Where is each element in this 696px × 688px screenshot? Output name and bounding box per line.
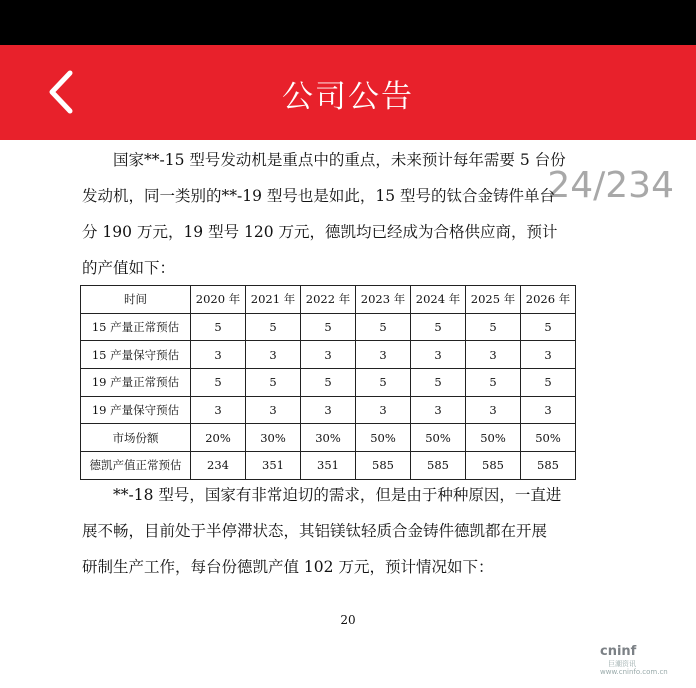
table-cell: 5 <box>301 313 356 341</box>
forecast-table <box>80 285 576 480</box>
text-line: 的产值如下： <box>82 259 176 277</box>
table-row <box>81 313 576 341</box>
row-label: 19 产量正常预估 <box>81 369 191 397</box>
table-cell: 3 <box>191 341 246 369</box>
table-cell: 5 <box>191 313 246 341</box>
column-header: 2026 年 <box>521 286 576 314</box>
table-cell: 3 <box>521 341 576 369</box>
table-cell: 3 <box>521 396 576 424</box>
table-cell: 20% <box>191 424 246 452</box>
table-cell: 585 <box>521 452 576 480</box>
text-line: 国家**-15 型号发动机是重点中的重点，未来预计每年需要 5 台份 <box>113 151 566 169</box>
text-line: 展不畅，目前处于半停滞状态，其铝镁钛轻质合金铸件德凯都在开展 <box>82 522 548 540</box>
table-cell: 585 <box>411 452 466 480</box>
table-cell: 5 <box>301 369 356 397</box>
table-cell: 5 <box>411 369 466 397</box>
table-cell: 3 <box>246 341 301 369</box>
row-label: 市场份额 <box>81 424 191 452</box>
text-line: 发动机，同一类别的**-19 型号也是如此，15 型号的钛合金铸件单台 <box>82 187 556 205</box>
paragraph-1 <box>82 142 622 286</box>
table-cell: 5 <box>411 313 466 341</box>
column-header: 2025 年 <box>466 286 521 314</box>
column-header: 2021 年 <box>246 286 301 314</box>
page-indicator: 24/234 <box>547 165 674 206</box>
table-cell: 3 <box>301 396 356 424</box>
table-cell: 3 <box>356 341 411 369</box>
row-label: 19 产量保守预估 <box>81 396 191 424</box>
text-line: 研制生产工作，每台份德凯产值 102 万元，预计情况如下： <box>82 558 494 576</box>
table-cell: 30% <box>246 424 301 452</box>
table-cell: 50% <box>521 424 576 452</box>
column-header: 时间 <box>81 286 191 314</box>
table-cell: 5 <box>356 313 411 341</box>
table-cell: 5 <box>246 369 301 397</box>
column-header: 2020 年 <box>191 286 246 314</box>
table-cell: 3 <box>411 341 466 369</box>
page-number: 20 <box>340 613 356 627</box>
table-cell: 30% <box>301 424 356 452</box>
table-cell: 234 <box>191 452 246 480</box>
app-header <box>0 45 696 140</box>
table-cell: 351 <box>246 452 301 480</box>
logo-cn: 巨潮资讯 <box>608 660 636 668</box>
paragraph-2 <box>82 477 622 585</box>
table-row <box>81 396 576 424</box>
table-cell: 585 <box>356 452 411 480</box>
table-cell: 50% <box>356 424 411 452</box>
text-line: 分 190 万元，19 型号 120 万元，德凯均已经成为合格供应商，预计 <box>82 223 558 241</box>
column-header: 2023 年 <box>356 286 411 314</box>
table-row <box>81 424 576 452</box>
table-row <box>81 369 576 397</box>
row-label: 15 产量正常预估 <box>81 313 191 341</box>
table-cell: 5 <box>521 369 576 397</box>
table-cell: 3 <box>411 396 466 424</box>
table-cell: 3 <box>356 396 411 424</box>
table-cell: 50% <box>411 424 466 452</box>
table-cell: 5 <box>521 313 576 341</box>
row-label: 15 产量保守预估 <box>81 341 191 369</box>
table-header-row <box>81 286 576 314</box>
table-row <box>81 341 576 369</box>
table-cell: 585 <box>466 452 521 480</box>
table-cell: 5 <box>466 313 521 341</box>
table-cell: 351 <box>301 452 356 480</box>
cninf-logo <box>596 644 668 680</box>
text-line: **-18 型号，国家有非常迫切的需求，但是由于种种原因，一直进 <box>113 486 562 504</box>
status-bar <box>0 0 696 45</box>
table-cell: 5 <box>466 369 521 397</box>
logo-text: cninf <box>600 644 637 659</box>
column-header: 2022 年 <box>301 286 356 314</box>
table-cell: 3 <box>191 396 246 424</box>
column-header: 2024 年 <box>411 286 466 314</box>
row-label: 德凯产值正常预估 <box>81 452 191 480</box>
page-title: 公司公告 <box>282 79 414 115</box>
table-row <box>81 452 576 480</box>
table-cell: 5 <box>356 369 411 397</box>
logo-url: www.cninfo.com.cn <box>600 668 668 676</box>
table-cell: 5 <box>246 313 301 341</box>
table-cell: 3 <box>246 396 301 424</box>
table-cell: 3 <box>301 341 356 369</box>
table-cell: 5 <box>191 369 246 397</box>
table-cell: 50% <box>466 424 521 452</box>
table-cell: 3 <box>466 341 521 369</box>
table-cell: 3 <box>466 396 521 424</box>
